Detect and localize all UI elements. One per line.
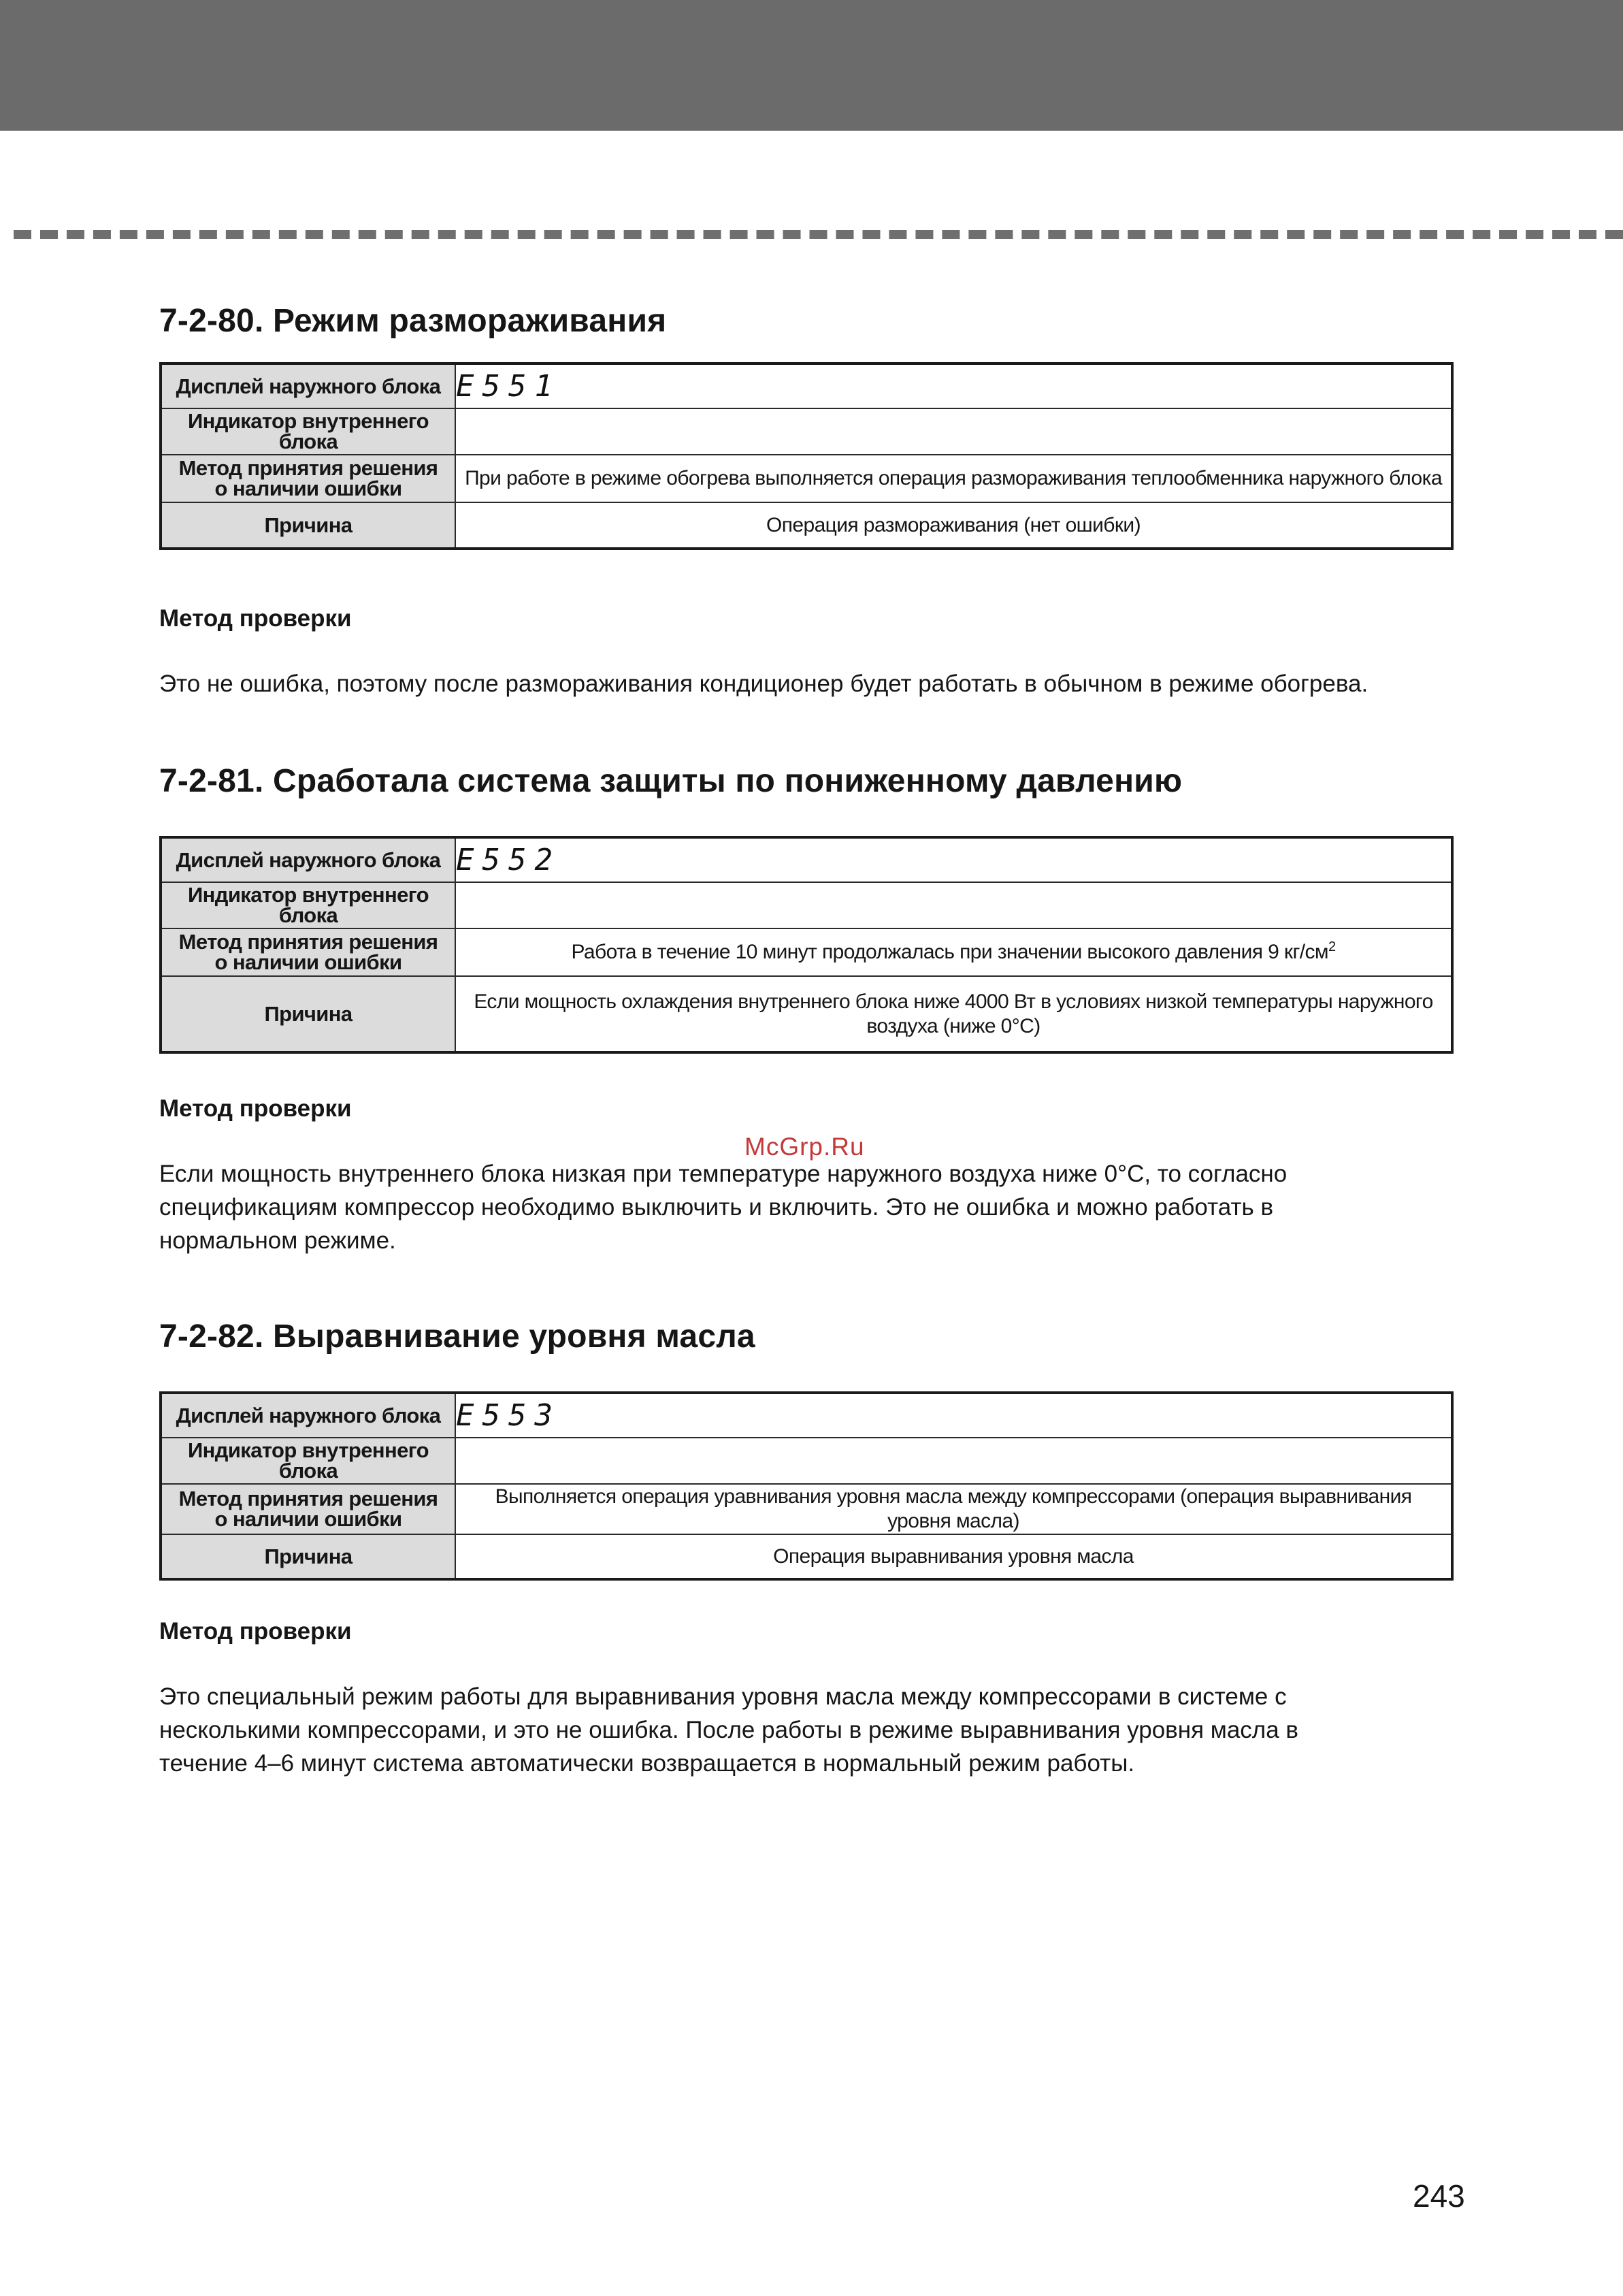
section-7-2-82 [159, 1318, 1454, 1777]
watermark: McGrp.Ru [744, 1133, 865, 1161]
error-code: E552 [455, 837, 1452, 882]
decision-value: Выполняется операция уравнивания уровня масла между компрессорами (операция выравнивания уровня масла) [455, 1484, 1452, 1534]
display-label: Дисплей наружного блока [161, 363, 455, 408]
decision-value: Работа в течение 10 минут продолжалась при значении высокого давления 9 $кг/см^2$ [455, 928, 1452, 976]
indicator-value [455, 882, 1452, 928]
error-info-table [159, 362, 1454, 550]
section-title: 7-2-80. Режим размораживания [159, 303, 667, 339]
check-method-title: Метод проверки [159, 1618, 352, 1645]
decision-value: При работе в режиме обогрева выполняется операция размораживания теплообменника наружного блока [455, 455, 1452, 502]
check-method-title: Метод проверки [159, 605, 352, 632]
indicator-value [455, 1438, 1452, 1484]
display-label: Дисплей наружного блока [161, 837, 455, 882]
page-header-bar [0, 0, 1623, 131]
indicator-value [455, 408, 1452, 455]
cause-label: Причина [161, 1534, 455, 1579]
cause-label: Причина [161, 502, 455, 549]
decision-label: Метод принятия решения о наличии ошибки [161, 455, 455, 502]
cause-value: Если мощность охлаждения внутреннего блока ниже 4000 Вт в условиях низкой температуры наружного воздуха (ниже 0°С) [455, 976, 1452, 1052]
cause-value: Операция размораживания (нет ошибки) [455, 502, 1452, 549]
check-method-text: Это не ошибка, поэтому после размораживания кондиционер будет работать в обычном в режиме обогрева. [159, 670, 1368, 697]
indicator-label: Индикатор внутреннего блока [161, 408, 455, 455]
error-code: E553 [455, 1393, 1452, 1438]
check-method-title: Метод проверки [159, 1095, 352, 1122]
indicator-label: Индикатор внутреннего блока [161, 882, 455, 928]
cause-value: Операция выравнивания уровня масла [455, 1534, 1452, 1579]
error-code: E551 [455, 363, 1452, 408]
indicator-label: Индикатор внутреннего блока [161, 1438, 455, 1484]
display-label: Дисплей наружного блока [161, 1393, 455, 1438]
dashed-divider [14, 230, 1623, 239]
decision-label: Метод принятия решения о наличии ошибки [161, 928, 455, 976]
section-7-2-80 [159, 302, 1454, 697]
decision-label: Метод принятия решения о наличии ошибки [161, 1484, 455, 1534]
check-method-text: Если мощность внутреннего блока низкая при температуре наружного воздуха ниже 0°С, то согласно спецификациям компрессор необходимо выключить и включить. Это не ошибка и можно работать в нормальном режиме. [159, 1161, 1288, 1254]
section-title: 7-2-82. Выравнивание уровня масла [159, 1319, 755, 1355]
error-info-table [159, 1391, 1454, 1581]
page-number: 243 [1413, 2178, 1465, 2214]
error-info-table [159, 836, 1454, 1054]
cause-label: Причина [161, 976, 455, 1052]
check-method-text: Это специальный режим работы для выравнивания уровня масла между компрессорами в системе с несколькими компрессорами, и это не ошибка. После работы в режиме выравнивания уровня масла в течение 4–6 минут система автоматически возвращается в нормальный режим работы. [159, 1683, 1299, 1777]
section-title: 7-2-81. Сработала система защиты по пониженному давлению [159, 763, 1183, 799]
